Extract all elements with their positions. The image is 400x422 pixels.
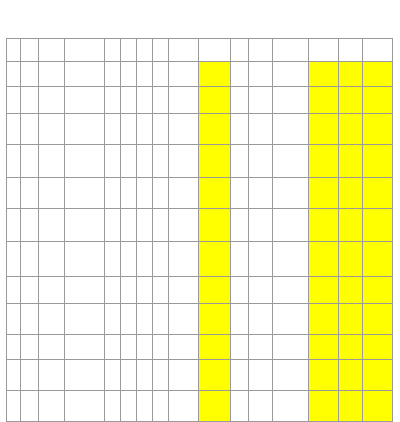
table-cell [309,304,339,335]
table-cell [137,114,153,145]
table-cell [39,62,65,87]
table-cell [65,209,105,242]
table-cell [39,277,65,304]
column-header [121,39,137,62]
column-header [137,39,153,62]
table-cell [153,360,169,391]
table-cell [7,145,21,178]
table-cell [121,62,137,87]
table-cell [21,335,39,360]
table-cell [363,178,393,209]
table-cell [273,360,309,391]
table-cell [231,391,249,422]
table-cell [105,114,121,145]
table-cell [21,277,39,304]
table-cell [7,360,21,391]
table-cell [121,178,137,209]
table-cell [121,277,137,304]
table-cell [153,87,169,114]
table-cell [169,114,199,145]
table-cell [231,335,249,360]
table-cell [105,145,121,178]
table-cell [105,62,121,87]
table-row [7,304,393,335]
table-cell [309,209,339,242]
table-cell [199,335,231,360]
table-cell [273,62,309,87]
table-cell [65,391,105,422]
table-cell [309,145,339,178]
table-cell [65,145,105,178]
table-cell [339,62,363,87]
table-cell [153,62,169,87]
table-cell [273,335,309,360]
table-row [7,360,393,391]
table-cell [273,277,309,304]
table-cell [137,62,153,87]
column-header [199,39,231,62]
table-cell [273,145,309,178]
table-row [7,62,393,87]
table-cell [137,304,153,335]
table-cell [121,242,137,277]
table-cell [137,145,153,178]
table-cell [169,391,199,422]
table-cell [121,335,137,360]
table-cell [169,178,199,209]
table-cell [39,209,65,242]
table-cell [169,335,199,360]
column-header [21,39,39,62]
table-cell [339,242,363,277]
table-cell [199,277,231,304]
table-cell [169,87,199,114]
table-cell [309,87,339,114]
table-cell [137,242,153,277]
table-cell [65,114,105,145]
table-cell [7,62,21,87]
table-cell [137,335,153,360]
table-row [7,391,393,422]
table-cell [309,391,339,422]
table-cell [339,209,363,242]
data-table [6,38,393,422]
table-cell [121,114,137,145]
table-cell [137,360,153,391]
table-cell [249,277,273,304]
table-cell [121,145,137,178]
table-cell [39,391,65,422]
table-cell [273,178,309,209]
table-cell [309,62,339,87]
column-header [231,39,249,62]
column-header [363,39,393,62]
table-row [7,242,393,277]
table-cell [39,114,65,145]
table-cell [199,178,231,209]
table-cell [121,209,137,242]
table-cell [7,335,21,360]
table-cell [39,145,65,178]
table-cell [153,178,169,209]
table-cell [273,114,309,145]
table-cell [249,209,273,242]
column-header [169,39,199,62]
table-cell [363,360,393,391]
column-header [65,39,105,62]
table-cell [105,304,121,335]
table-cell [21,304,39,335]
table-cell [21,178,39,209]
table-cell [231,242,249,277]
table-cell [231,62,249,87]
table-cell [309,360,339,391]
table-cell [105,87,121,114]
table-cell [121,304,137,335]
table-cell [169,242,199,277]
table-cell [169,360,199,391]
table-cell [363,277,393,304]
table-cell [231,304,249,335]
table-cell [105,360,121,391]
table-cell [169,277,199,304]
table-cell [339,178,363,209]
table-cell [137,87,153,114]
table-cell [249,178,273,209]
column-header [153,39,169,62]
table-cell [363,87,393,114]
table-row [7,114,393,145]
table-cell [231,145,249,178]
table-cell [363,391,393,422]
table-row [7,145,393,178]
table-cell [199,242,231,277]
table-cell [249,87,273,114]
table-cell [39,360,65,391]
table-cell [199,360,231,391]
table-cell [169,304,199,335]
table-cell [249,242,273,277]
table-cell [21,62,39,87]
table-cell [137,391,153,422]
table-cell [339,391,363,422]
table-cell [273,391,309,422]
table-cell [21,209,39,242]
table-cell [309,114,339,145]
table-cell [153,335,169,360]
table-cell [105,391,121,422]
table-cell [121,87,137,114]
table-cell [231,178,249,209]
table-cell [309,335,339,360]
table-cell [65,62,105,87]
table-row [7,209,393,242]
table-cell [249,391,273,422]
table-cell [65,277,105,304]
table-cell [363,145,393,178]
table-cell [153,391,169,422]
table-cell [249,335,273,360]
table-cell [105,242,121,277]
table-cell [309,242,339,277]
table-cell [273,242,309,277]
table-cell [7,304,21,335]
table-cell [7,242,21,277]
table-cell [249,304,273,335]
column-header [39,39,65,62]
table-cell [273,304,309,335]
table-cell [309,178,339,209]
table-cell [153,114,169,145]
table-cell [363,335,393,360]
table-cell [199,87,231,114]
table-cell [249,62,273,87]
table-cell [199,391,231,422]
table-cell [199,304,231,335]
table-cell [7,87,21,114]
table-cell [21,145,39,178]
table-cell [363,114,393,145]
table-cell [199,209,231,242]
table-cell [39,178,65,209]
table-cell [7,209,21,242]
table-cell [39,242,65,277]
table-cell [231,114,249,145]
table-cell [169,209,199,242]
table-cell [105,178,121,209]
table-cell [137,209,153,242]
table-cell [7,277,21,304]
table-cell [153,145,169,178]
table-cell [273,209,309,242]
table-cell [137,277,153,304]
table-cell [105,335,121,360]
table-cell [39,335,65,360]
table-cell [363,304,393,335]
table-cell [121,391,137,422]
table-cell [7,391,21,422]
table-cell [105,209,121,242]
table-cell [339,335,363,360]
column-header [309,39,339,62]
table-cell [273,87,309,114]
table-cell [137,178,153,209]
table-cell [153,304,169,335]
table-cell [199,145,231,178]
table-cell [249,114,273,145]
table-cell [21,360,39,391]
table-cell [7,178,21,209]
column-header [273,39,309,62]
table-cell [231,87,249,114]
column-header [105,39,121,62]
column-header [339,39,363,62]
table-cell [199,114,231,145]
table-cell [21,87,39,114]
table-cell [21,242,39,277]
table-cell [121,360,137,391]
table-cell [339,87,363,114]
table-cell [65,178,105,209]
table-cell [339,145,363,178]
table-cell [339,304,363,335]
table-cell [21,391,39,422]
table-cell [7,114,21,145]
table-row [7,335,393,360]
table-cell [21,114,39,145]
table-cell [249,360,273,391]
sheet-title [6,20,392,38]
table-row [7,277,393,304]
column-header [249,39,273,62]
header-row [7,39,393,62]
table-cell [231,209,249,242]
table-row [7,87,393,114]
table-cell [309,277,339,304]
table-cell [249,145,273,178]
table-cell [339,360,363,391]
table-cell [65,304,105,335]
table-cell [231,277,249,304]
table-cell [169,62,199,87]
table-cell [39,87,65,114]
table-cell [153,209,169,242]
table-cell [153,277,169,304]
column-header [7,39,21,62]
table-cell [39,304,65,335]
table-cell [105,277,121,304]
table-cell [339,277,363,304]
table-cell [363,209,393,242]
table-cell [231,360,249,391]
table-cell [65,87,105,114]
table-cell [153,242,169,277]
table-cell [199,62,231,87]
table-cell [363,62,393,87]
table-row [7,178,393,209]
table-cell [65,335,105,360]
table-cell [65,360,105,391]
table-cell [339,114,363,145]
table-cell [65,242,105,277]
table-cell [363,242,393,277]
table-cell [169,145,199,178]
